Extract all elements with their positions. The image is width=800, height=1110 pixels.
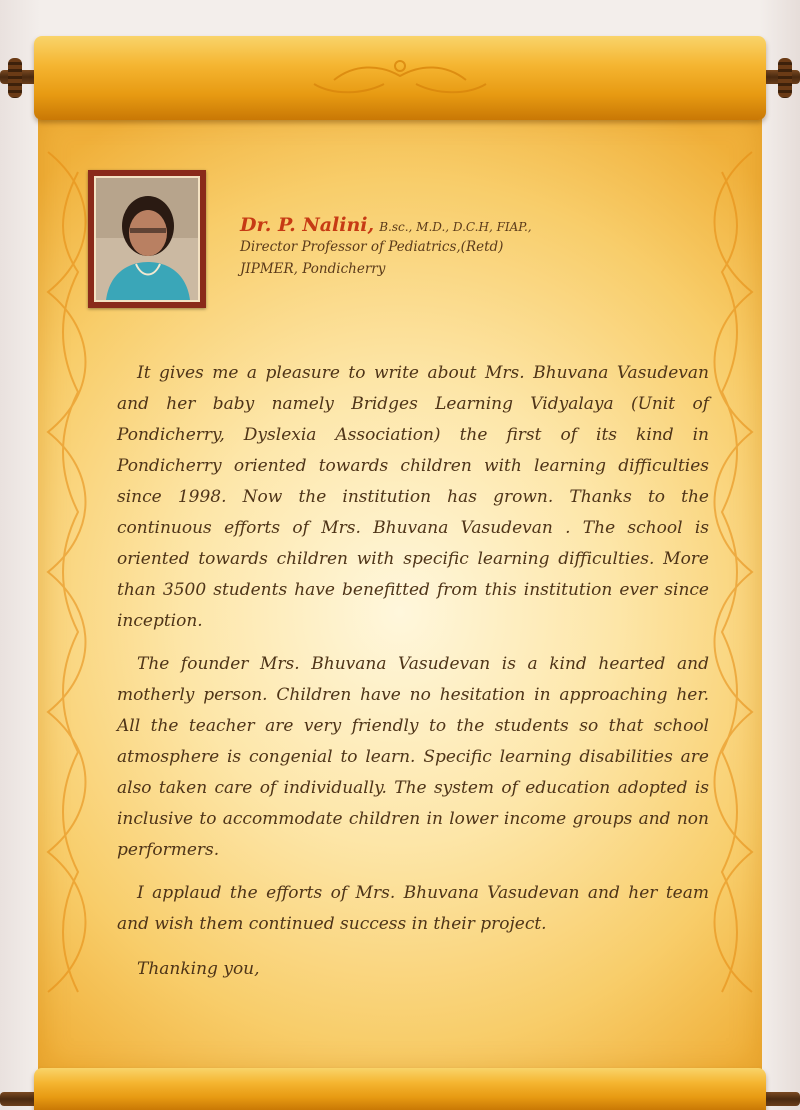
letter-paragraph: I applaud the efforts of Mrs. Bhuvana Vasudevan and her team and wish them continued success in their project. [117, 883, 709, 934]
author-photo-frame [88, 170, 206, 308]
author-name: Dr. P. Nalini, [240, 214, 375, 236]
scroll-handle-top-right [778, 58, 792, 98]
author-info [240, 214, 532, 280]
letter-paragraph: The founder Mrs. Bhuvana Vasudevan is a kind hearted and motherly person. Children have no hesitation in approaching her. All the teacher are very friendly to the students so that school atmosphere is congenial to learn. Specific learning disabilities are also taken care of individually. The system of education adopted is inclusive to accommodate children in lower income groups and non performers. [117, 654, 709, 860]
author-qualifications: B.sc., M.D., D.C.H, FIAP., [379, 220, 532, 234]
roller-ornament-icon [34, 36, 766, 120]
author-title: Director Professor of Pediatrics,(Retd) [240, 239, 504, 255]
letter-closing: Thanking you, [137, 959, 260, 979]
letter-body [117, 358, 709, 997]
portrait-photo-icon [94, 176, 200, 302]
scroll-roller-top [34, 36, 766, 120]
letter-paragraph: It gives me a pleasure to write about Mrs. Bhuvana Vasudevan and her baby namely Bridges Learning Vidyalaya (Unit of Pondicherry, Dyslexia Association) the first of its kind in Pondicherry oriented towards children with learning difficulties since 1998. Now the institution has grown. Thanks to the continuous efforts of Mrs. Bhuvana Vasudevan . The school is oriented towards children with specific learning difficulties. More than 3500 students have benefitted from this institution ever since inception. [117, 363, 709, 631]
scroll-handle-top-left [8, 58, 22, 98]
scroll-roller-bottom [34, 1068, 766, 1110]
author-institution: JIPMER, Pondicherry [240, 261, 386, 277]
